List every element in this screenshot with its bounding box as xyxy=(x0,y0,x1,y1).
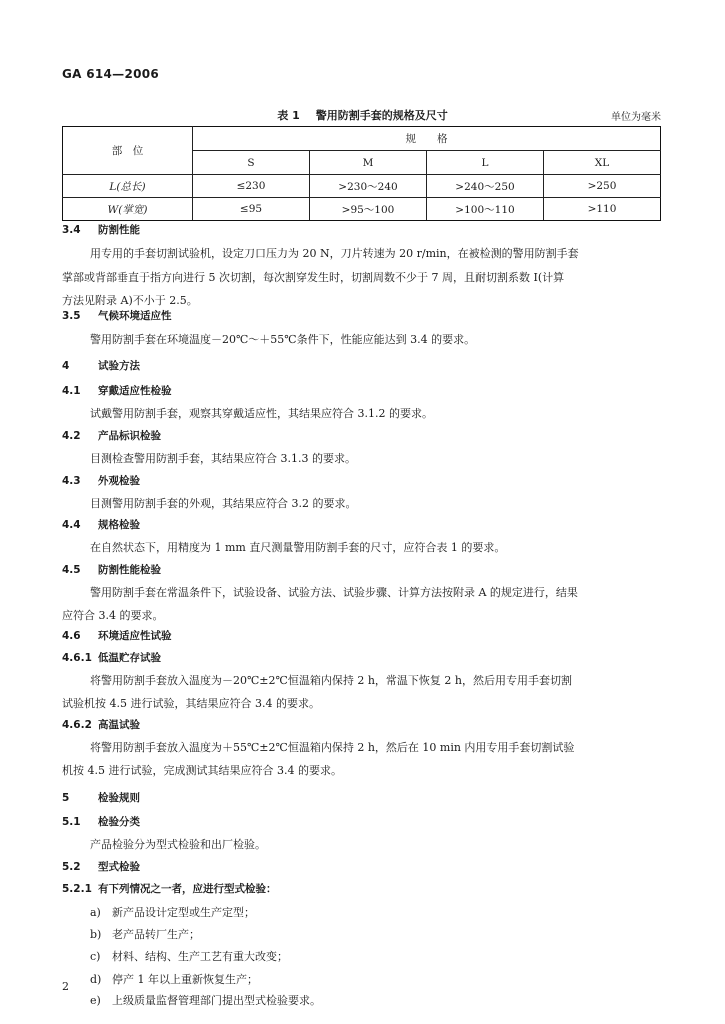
section-heading xyxy=(62,814,140,829)
paragraph-line xyxy=(90,739,574,755)
cell: >230～240 xyxy=(310,175,427,198)
line-text: 高温试验 xyxy=(98,719,140,731)
size-s: S xyxy=(193,151,310,175)
paragraph-line xyxy=(62,695,320,711)
spec-table xyxy=(62,126,661,221)
line-text: 老产品转厂生产； xyxy=(112,928,200,941)
section-heading xyxy=(62,628,172,643)
paragraph-line xyxy=(90,450,356,466)
line-text: 产品检验分为型式检验和出厂检验。 xyxy=(90,838,266,851)
size-xl: XL xyxy=(544,151,661,175)
line-text: 应符合 3.4 的要求。 xyxy=(62,609,164,622)
line-text: 有下列情况之一者，应进行型式检验： xyxy=(98,883,277,895)
page-number: 2 xyxy=(62,980,69,993)
line-text: 试验方法 xyxy=(98,360,140,372)
table-unit: 单位为毫米 xyxy=(611,112,661,123)
line-text: 掌部或背部垂直于指方向进行 5 次切割，每次割穿发生时，切割周数不少于 7 周，且耐切割系数 I(计算 xyxy=(62,271,565,284)
header-part: 部 位 xyxy=(63,127,193,175)
item-number: 4.6.1 xyxy=(62,652,92,664)
item-number: 5 xyxy=(62,792,70,804)
item-number: 4.6 xyxy=(62,630,81,642)
header-spec: 规 格 xyxy=(193,127,661,151)
item-number: 3.4 xyxy=(62,224,81,236)
line-text: 防割性能检验 xyxy=(98,564,161,576)
cell: ≤230 xyxy=(193,175,310,198)
item-number: e) xyxy=(90,994,101,1007)
section-heading xyxy=(62,881,277,896)
paragraph-line xyxy=(90,836,266,852)
item-number: a) xyxy=(90,906,101,919)
paragraph-line xyxy=(62,269,564,285)
cell: >100～110 xyxy=(427,198,544,221)
item-number: 4.6.2 xyxy=(62,719,92,731)
item-number: d) xyxy=(90,973,102,986)
line-text: 规格检验 xyxy=(98,519,140,531)
line-text: 在自然状态下，用精度为 1 mm 直尺测量警用防割手套的尺寸，应符合表 1 的要求。 xyxy=(90,541,506,554)
line-text: 将警用防割手套放入温度为－20℃±2℃恒温箱内保持 2 h，常温下恢复 2 h，然后用专用手套切割 xyxy=(90,674,572,687)
table-row xyxy=(63,175,661,198)
section-heading xyxy=(62,790,140,805)
line-text: 外观检验 xyxy=(98,475,140,487)
cell: >95～100 xyxy=(310,198,427,221)
line-text: 警用防割手套在环境温度－20℃～＋55℃条件下，性能应能达到 3.4 的要求。 xyxy=(90,333,476,346)
size-m: M xyxy=(310,151,427,175)
line-text: 用专用的手套切割试验机，设定刀口压力为 20 N，刀片转速为 20 r/min，在被检测的警用防割手套 xyxy=(90,247,579,260)
section-heading xyxy=(62,428,161,443)
line-text: 检验规则 xyxy=(98,792,140,804)
line-text: 产品标识检验 xyxy=(98,430,161,442)
line-text: 停产 1 年以上重新恢复生产； xyxy=(112,973,258,986)
line-text: 检验分类 xyxy=(98,816,140,828)
table-number: 表 1 xyxy=(277,109,300,122)
line-text: 新产品设计定型或生产定型； xyxy=(112,906,255,919)
paragraph-line xyxy=(62,762,342,778)
section-heading xyxy=(62,358,140,373)
section-heading xyxy=(62,383,172,398)
item-number: 4 xyxy=(62,360,70,372)
item-number: 4.2 xyxy=(62,430,81,442)
paragraph-line xyxy=(90,672,572,688)
cell: >110 xyxy=(544,198,661,221)
cell: >240～250 xyxy=(427,175,544,198)
list-item xyxy=(90,904,255,920)
line-text: 防割性能 xyxy=(98,224,140,236)
section-heading xyxy=(62,517,140,532)
paragraph-line xyxy=(90,331,475,347)
row-label: W(掌宽) xyxy=(63,198,193,221)
line-text: 方法见附录 A)不小于 2.5。 xyxy=(62,294,198,307)
line-text: 气候环境适应性 xyxy=(98,310,172,322)
paragraph-line xyxy=(90,405,433,421)
paragraph-line xyxy=(62,292,198,308)
item-number: 4.3 xyxy=(62,475,81,487)
section-heading xyxy=(62,650,161,665)
line-text: 材料、结构、生产工艺有重大改变； xyxy=(112,950,288,963)
item-number: 5.2 xyxy=(62,861,81,873)
item-number: 5.1 xyxy=(62,816,81,828)
paragraph-line xyxy=(90,245,579,261)
line-text: 目测警用防割手套的外观，其结果应符合 3.2 的要求。 xyxy=(90,497,357,510)
line-text: 将警用防割手套放入温度为＋55℃±2℃恒温箱内保持 2 h，然后在 10 min 内用专用手套切割试验 xyxy=(90,741,575,754)
section-heading xyxy=(62,562,161,577)
section-heading xyxy=(62,717,140,732)
line-text: 低温贮存试验 xyxy=(98,652,161,664)
list-item xyxy=(90,926,200,942)
section-heading xyxy=(62,222,140,237)
paragraph-line xyxy=(90,495,357,511)
section-heading xyxy=(62,859,140,874)
paragraph-line xyxy=(62,607,164,623)
item-number: 4.1 xyxy=(62,385,81,397)
table-row xyxy=(63,198,661,221)
paragraph-line xyxy=(90,539,505,555)
list-item xyxy=(90,992,321,1008)
line-text: 上级质量监督管理部门提出型式检验要求。 xyxy=(112,994,321,1007)
list-item xyxy=(90,948,288,964)
item-number: 3.5 xyxy=(62,310,81,322)
line-text: 穿戴适应性检验 xyxy=(98,385,172,397)
item-number: 4.4 xyxy=(62,519,81,531)
item-number: c) xyxy=(90,950,101,963)
size-l: L xyxy=(427,151,544,175)
line-text: 试验机按 4.5 进行试验，其结果应符合 3.4 的要求。 xyxy=(62,697,320,710)
item-number: 4.5 xyxy=(62,564,81,576)
line-text: 试戴警用防割手套，观察其穿戴适应性，其结果应符合 3.1.2 的要求。 xyxy=(90,407,433,420)
list-item xyxy=(90,971,258,987)
item-number: 5.2.1 xyxy=(62,883,92,895)
section-heading xyxy=(62,308,172,323)
line-text: 环境适应性试验 xyxy=(98,630,172,642)
cell: ≤95 xyxy=(193,198,310,221)
line-text: 型式检验 xyxy=(98,861,140,873)
line-text: 警用防割手套在常温条件下，试验设备、试验方法、试验步骤、计算方法按附录 A 的规定进行，结果 xyxy=(90,586,578,599)
cell: >250 xyxy=(544,175,661,198)
item-number: b) xyxy=(90,928,102,941)
table-title: 警用防割手套的规格及尺寸 xyxy=(315,109,448,122)
standard-code: GA 614—2006 xyxy=(62,67,160,81)
paragraph-line xyxy=(90,584,578,600)
row-label: L(总长) xyxy=(63,175,193,198)
line-text: 目测检查警用防割手套，其结果应符合 3.1.3 的要求。 xyxy=(90,452,356,465)
line-text: 机按 4.5 进行试验，完成测试其结果应符合 3.4 的要求。 xyxy=(62,764,342,777)
section-heading xyxy=(62,473,140,488)
